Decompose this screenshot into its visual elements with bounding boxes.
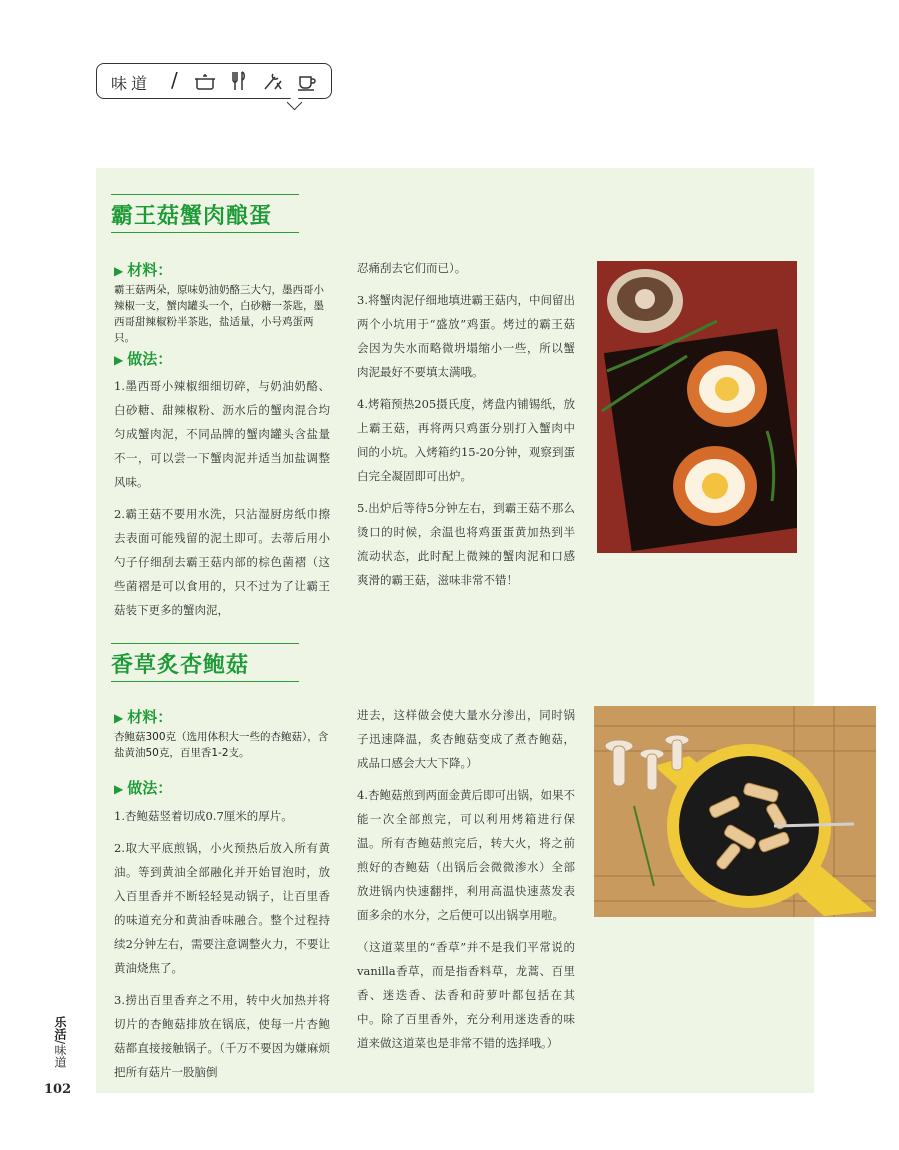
recipe1-step-3: 3.将蟹肉泥仔细地填进霸王菇内，中间留出两个小坑用于“盛放”鸡蛋。烤过的霸王菇会因为失水而略微坍塌缩小一些，所以蟹肉泥最好不要填太满哦。	[357, 293, 575, 379]
recipe2-method-heading: ▶ 做法：	[114, 779, 173, 797]
magazine-section-label	[52, 1016, 69, 1068]
page-number: 102	[44, 1082, 72, 1097]
magazine-brand: 乐活	[53, 1016, 67, 1040]
recipe1-method-heading: ▶ 做法：	[114, 350, 173, 368]
recipe1-step-1: 1.墨西哥小辣椒细细切碎，与奶油奶酪、白砂糖、甜辣椒粉、沥水后的蟹肉混合均匀成蟹肉泥，不同品牌的蟹肉罐头含盐量不一，可以尝一下蟹肉泥并适当加盐调整风味。	[114, 379, 330, 489]
section-tag	[96, 63, 332, 99]
recipe2-step-3: 3.捞出百里香弃之不用，转中火加热并将切片的杏鲍菇排放在锅底，使每一片杏鲍菇都直接接触锅子。（千万不要因为嫌麻烦把所有菇片一股脑倒	[114, 993, 330, 1079]
triangle-icon: ▶	[114, 353, 124, 367]
cup-icon	[295, 69, 319, 93]
recipe2-title-box	[111, 643, 299, 682]
recipe2-materials: 杏鲍菇300克（选用体积大一些的杏鲍菇），含盐黄油50克，百里香1-2支。	[114, 731, 329, 759]
recipe1-steps-left	[114, 374, 330, 622]
pot-icon	[193, 69, 217, 93]
side-slash: /	[53, 1040, 67, 1045]
recipe1-step-2: 2.霸王菇不要用水洗，只沾湿厨房纸巾擦去表面可能残留的泥土即可。去蒂后用小勺子仔细刮去霸王菇内部的棕色菌褶（这些菌褶是可以食用的，只不过为了让霸王菇装下更多的蟹肉泥，	[114, 507, 330, 617]
recipe2-step-3-cont: 进去，这样做会使大量水分渗出，同时锅子迅速降温，炙杏鲍菇变成了煮杏鲍菇，成品口感会大大下降。）	[357, 708, 575, 770]
recipe2-step-1: 1.杏鲍菇竖着切成0.7厘米的厚片。	[114, 809, 293, 823]
recipe2-photo	[594, 706, 876, 917]
recipe2-step-2: 2.取大平底煎锅，小火预热后放入所有黄油。等到黄油全部融化并开始冒泡时，放入百里香并不断轻轻晃动锅子，让百里香的味道充分和黄油香味融合。整个过程持续2分钟左右，需要注意调整火力，不要让黄油烧焦了。	[114, 841, 330, 975]
recipe2-step-4: 4.杏鲍菇煎到两面金黄后即可出锅，如果不能一次全部煎完，可以利用烤箱进行保温。所有杏鲍菇煎完后，转大火，将之前煎好的杏鲍菇（出锅后会微微渗水）全部放进锅内快速翻拌，利用高温快速蒸发表面多余的水分，之后便可以出锅享用啦。	[357, 788, 575, 922]
recipe2-steps-left	[114, 804, 330, 1084]
recipe1-step-5: 5.出炉后等待5分钟左右，到霸王菇不那么烫口的时候，余温也将鸡蛋蛋黄加热到半流动状态，此时配上微辣的蟹肉泥和口感爽滑的霸王菇，滋味非常不错！	[357, 501, 575, 587]
tag-pointer	[287, 95, 303, 111]
recipe1-materials: 霸王菇两朵，原味奶油奶酪三大勺，墨西哥小辣椒一支，蟹肉罐头一个，白砂糖一茶匙，墨西哥甜辣椒粉半茶匙，盐适量，小号鸡蛋两只。	[114, 284, 324, 344]
recipe1-title: 霸王菇蟹肉酿蛋	[111, 204, 273, 229]
fork-icon	[227, 69, 251, 93]
recipe1-materials-heading: ▶ 材料：	[114, 261, 173, 279]
recipe2-materials-heading: ▶ 材料：	[114, 708, 173, 726]
triangle-icon: ▶	[114, 782, 124, 796]
recipe1-photo	[597, 261, 797, 553]
side-section: 味道	[53, 1044, 67, 1069]
triangle-icon: ▶	[114, 711, 124, 725]
kitchen-tools-icon	[261, 69, 285, 93]
recipe1-step-2-cont: 忍痛刮去它们而已）。	[357, 261, 467, 275]
recipe2-steps-right	[357, 703, 575, 1055]
recipe1-step-4: 4.烤箱预热205摄氏度，烤盘内铺锡纸，放上霸王菇，再将两只鸡蛋分别打入蟹肉中间的小坑。入烤箱约15-20分钟，观察到蛋白完全凝固即可出炉。	[357, 397, 575, 483]
section-tag-label: 味道	[111, 74, 152, 93]
triangle-icon: ▶	[114, 264, 124, 278]
recipe1-steps-right	[357, 256, 575, 592]
recipe1-title-box	[111, 194, 299, 233]
recipe2-title: 香草炙杏鲍菇	[111, 653, 250, 678]
section-tag-slash: /	[171, 68, 178, 92]
recipe2-note: （这道菜里的“香草”并不是我们平常说的vanilla香草，而是指香料草，龙蒿、百里香、迷迭香、法香和莳萝叶都包括在其中。除了百里香外，充分利用迷迭香的味道来做这道菜也是非常不错的选择哦。）	[357, 940, 575, 1050]
